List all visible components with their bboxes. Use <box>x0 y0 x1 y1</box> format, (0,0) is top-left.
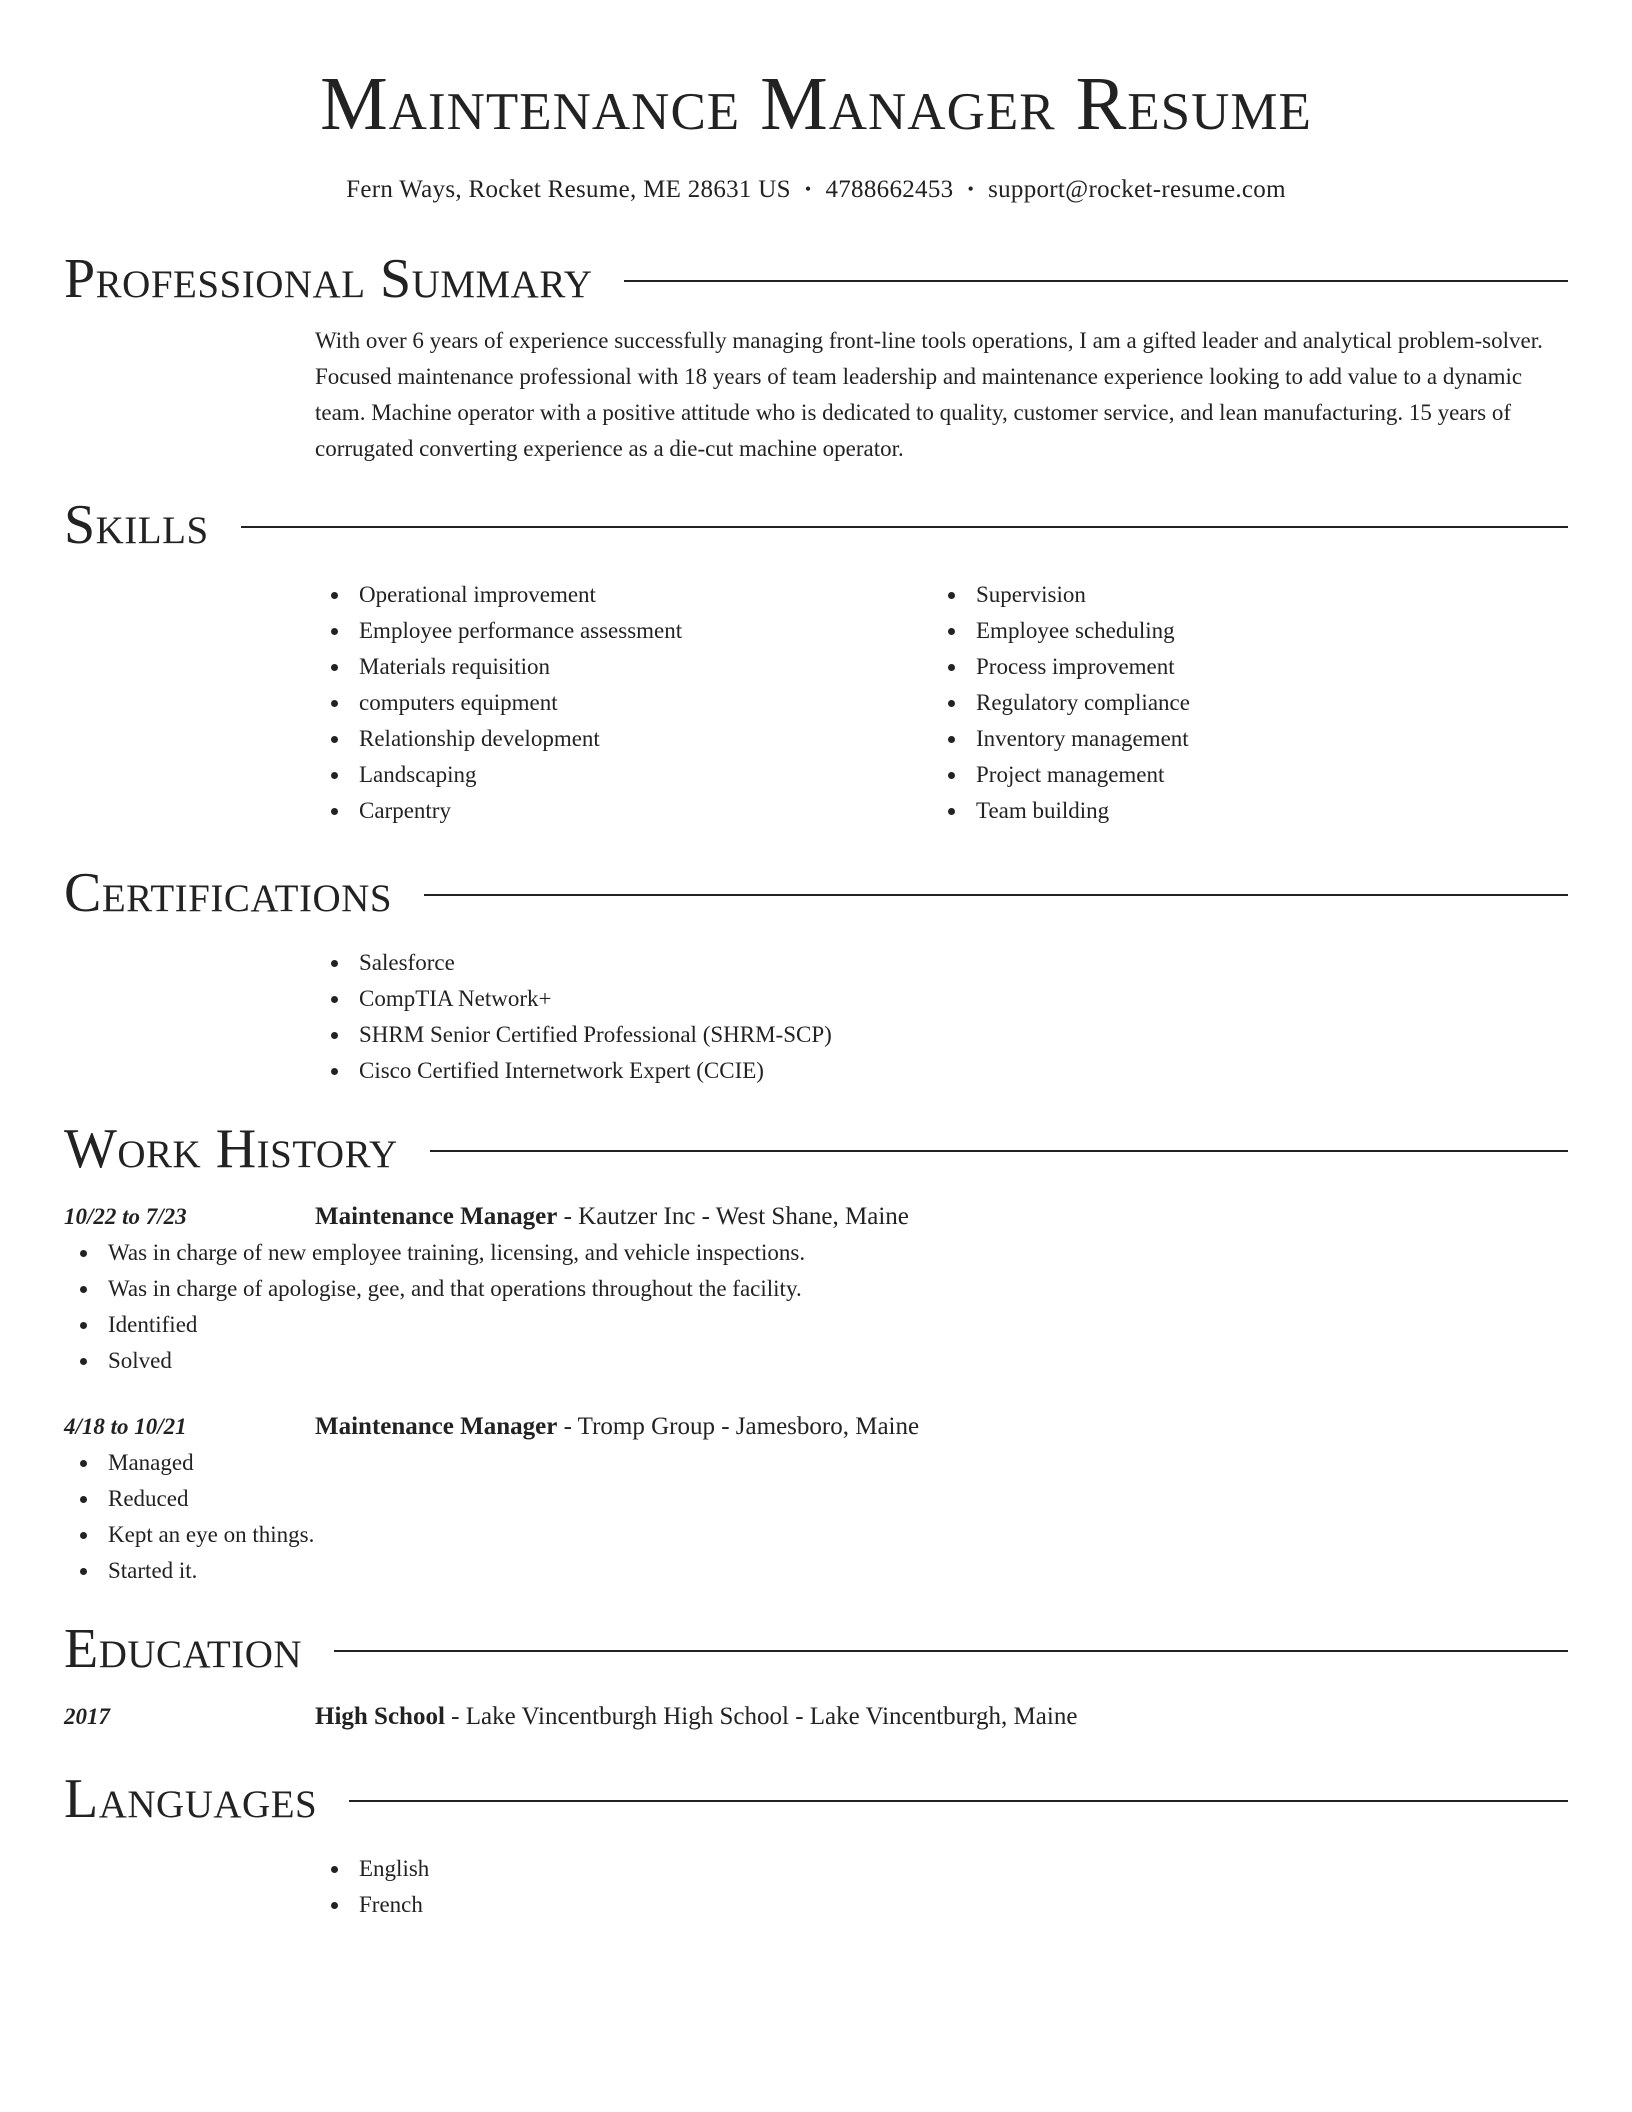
job-bullet <box>64 1517 1568 1553</box>
bullet-icon <box>331 592 338 599</box>
summary-header <box>64 243 1568 315</box>
education-title-line <box>315 1699 1077 1735</box>
skill-label: Relationship development <box>359 726 600 751</box>
skill-label: Regulatory compliance <box>976 690 1190 715</box>
education-section <box>64 1613 1568 1735</box>
summary-heading: Professional Summary <box>64 248 593 310</box>
job-bullet <box>64 1307 1568 1343</box>
skill-label: Team building <box>976 798 1110 823</box>
job-bullets <box>64 1235 1568 1379</box>
language-label: English <box>359 1856 430 1881</box>
job-bullets <box>64 1445 1568 1589</box>
certification-label: Cisco Certified Internetwork Expert (CCIE) <box>359 1058 764 1083</box>
skills-heading: Skills <box>64 494 209 556</box>
job-header-row <box>64 1199 1568 1235</box>
job-details: - Tromp Group - Jamesboro, Maine <box>557 1413 920 1440</box>
education-details: - Lake Vincentburgh High School - Lake Vincentburgh, Maine <box>444 1703 1078 1730</box>
job-role: Maintenance Manager <box>315 1413 558 1440</box>
education-entry <box>64 1699 1568 1735</box>
skill-item <box>932 757 1549 793</box>
skill-label: Landscaping <box>359 762 477 787</box>
bullet-icon <box>331 1032 338 1039</box>
languages-section <box>64 1763 1568 1923</box>
skill-label: Operational improvement <box>359 582 596 607</box>
summary-text: With over 6 years of experience successfully managing front-line tools operations, I am a gifted leader and analytical problem-solver. Focused maintenance professional with 18 years of team leadership and maintenance experience looking to add value to a dynamic team. Machine operator with a positive attitude who is dedicated to quality, customer service, and lean manufacturing. 15 years of corrugated converting experience as a die-cut machine operator. <box>315 328 1543 461</box>
job-bullet-text: Solved <box>108 1348 172 1373</box>
bullet-icon <box>331 808 338 815</box>
certification-item <box>315 981 1568 1017</box>
certification-item <box>315 1053 1568 1089</box>
job-title-line <box>315 1409 919 1445</box>
bullet-icon <box>331 772 338 779</box>
bullet-icon <box>948 808 955 815</box>
skill-item <box>315 649 932 685</box>
job-bullet <box>64 1343 1568 1379</box>
contact-phone: 4788662453 <box>825 176 954 203</box>
skill-item <box>315 721 932 757</box>
job-bullet-text: Was in charge of new employee training, licensing, and vehicle inspections. <box>108 1240 806 1265</box>
language-item <box>315 1887 1568 1923</box>
skill-item <box>932 721 1549 757</box>
job-dates: 10/22 to 7/23 <box>64 1204 187 1229</box>
job-bullet <box>64 1481 1568 1517</box>
bullet-icon <box>331 960 338 967</box>
certifications-section <box>64 857 1568 1089</box>
job-bullet <box>64 1445 1568 1481</box>
certification-item <box>315 945 1568 981</box>
section-divider <box>349 1800 1568 1802</box>
bullet-icon <box>331 736 338 743</box>
languages-list <box>315 1851 1568 1923</box>
bullet-icon <box>331 1902 338 1909</box>
job-header-row <box>64 1409 1568 1445</box>
language-item <box>315 1851 1568 1887</box>
bullet-icon <box>80 1322 87 1329</box>
bullet-icon <box>80 1496 87 1503</box>
job-details: - Kautzer Inc - West Shane, Maine <box>557 1203 909 1230</box>
education-heading: Education <box>64 1618 303 1680</box>
certifications-body <box>315 945 1568 1089</box>
skills-header <box>64 489 1568 561</box>
job-bullet <box>64 1553 1568 1589</box>
skill-label: Process improvement <box>976 654 1175 679</box>
resume-title: Maintenance Manager Resume <box>320 62 1312 146</box>
job-bullet-text: Started it. <box>108 1558 198 1583</box>
job-bullet <box>64 1235 1568 1271</box>
job-bullet-text: Was in charge of apologise, gee, and that operations throughout the facility. <box>108 1276 802 1301</box>
bullet-icon <box>80 1286 87 1293</box>
skill-item <box>315 793 932 829</box>
job-bullet-text: Identified <box>108 1312 198 1337</box>
certification-label: SHRM Senior Certified Professional (SHRM-SCP) <box>359 1022 832 1047</box>
certification-label: CompTIA Network+ <box>359 986 552 1011</box>
certification-label: Salesforce <box>359 950 455 975</box>
job-bullet <box>64 1271 1568 1307</box>
section-divider <box>241 526 1568 528</box>
bullet-icon <box>948 736 955 743</box>
job-title-line <box>315 1199 909 1235</box>
resume-page <box>64 0 1568 1923</box>
skill-label: Supervision <box>976 582 1086 607</box>
section-divider <box>624 280 1568 282</box>
skill-item <box>932 649 1549 685</box>
skill-label: Project management <box>976 762 1165 787</box>
education-header <box>64 1613 1568 1685</box>
skill-item <box>315 577 932 613</box>
contact-address: Fern Ways, Rocket Resume, ME 28631 US <box>346 176 791 203</box>
section-divider <box>334 1650 1568 1652</box>
bullet-icon <box>948 592 955 599</box>
bullet-icon <box>80 1358 87 1365</box>
certifications-list <box>315 945 1568 1089</box>
skill-item <box>932 793 1549 829</box>
certification-item <box>315 1017 1568 1053</box>
bullet-icon <box>331 664 338 671</box>
skill-label: computers equipment <box>359 690 558 715</box>
job-bullet-text: Kept an eye on things. <box>108 1522 315 1547</box>
education-degree: High School <box>315 1703 445 1730</box>
job-role: Maintenance Manager <box>315 1203 558 1230</box>
bullet-icon <box>80 1250 87 1257</box>
work-section <box>64 1113 1568 1589</box>
bullet-icon <box>331 1068 338 1075</box>
bullet-icon <box>948 628 955 635</box>
work-heading: Work History <box>64 1118 398 1180</box>
summary-body <box>315 323 1568 467</box>
job-entry <box>64 1409 1568 1589</box>
job-dates: 4/18 to 10/21 <box>64 1414 187 1439</box>
bullet-icon <box>80 1460 87 1467</box>
skills-list-right <box>932 577 1549 829</box>
skill-label: Inventory management <box>976 726 1189 751</box>
languages-heading: Languages <box>64 1768 318 1830</box>
summary-section <box>64 243 1568 467</box>
bullet-icon <box>948 664 955 671</box>
skills-body <box>315 577 1568 829</box>
bullet-icon <box>331 628 338 635</box>
contact-separator: • <box>804 179 812 199</box>
skill-item <box>932 613 1549 649</box>
language-label: French <box>359 1892 423 1917</box>
job-bullet-text: Reduced <box>108 1486 189 1511</box>
skill-label: Materials requisition <box>359 654 550 679</box>
bullet-icon <box>331 996 338 1003</box>
section-divider <box>430 1150 1568 1152</box>
education-row <box>64 1699 1568 1735</box>
bullet-icon <box>331 700 338 707</box>
languages-body <box>315 1851 1568 1923</box>
job-entry <box>64 1199 1568 1379</box>
skill-label: Employee scheduling <box>976 618 1175 643</box>
bullet-icon <box>80 1568 87 1575</box>
certifications-header <box>64 857 1568 929</box>
education-year: 2017 <box>64 1704 110 1729</box>
bullet-icon <box>80 1532 87 1539</box>
skill-item <box>315 685 932 721</box>
skill-label: Employee performance assessment <box>359 618 683 643</box>
skill-label: Carpentry <box>359 798 451 823</box>
skill-item <box>315 757 932 793</box>
job-bullet-text: Managed <box>108 1450 194 1475</box>
contact-email[interactable]: support@rocket-resume.com <box>988 176 1286 203</box>
skill-item <box>932 685 1549 721</box>
bullet-icon <box>948 772 955 779</box>
bullet-icon <box>331 1866 338 1873</box>
languages-header <box>64 1763 1568 1835</box>
certifications-heading: Certifications <box>64 862 393 924</box>
skills-section <box>64 489 1568 829</box>
skills-grid <box>315 577 1568 829</box>
skill-item <box>932 577 1549 613</box>
skills-list-left <box>315 577 932 829</box>
skill-item <box>315 613 932 649</box>
contact-separator: • <box>967 179 975 199</box>
section-divider <box>424 894 1568 896</box>
work-header <box>64 1113 1568 1185</box>
bullet-icon <box>948 700 955 707</box>
contact-line <box>64 174 1568 205</box>
